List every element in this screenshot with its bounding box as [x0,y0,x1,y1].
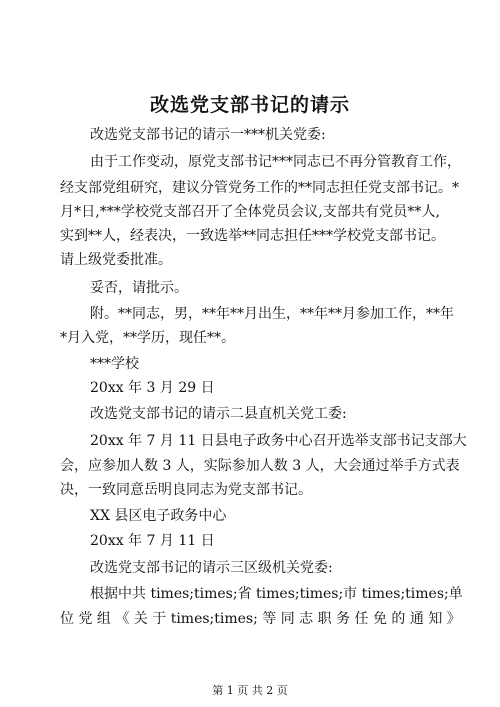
paragraph-line: ***学校 [90,356,139,372]
paragraph-line: 改选党支部书记的请示一***机关党委: [90,127,326,143]
paragraph-line: 由于工作变动，原党支部书记***同志已不再分管教育工作， [90,154,461,170]
paragraph-line: 经支部党组研究，建议分管党务工作的**同志担任党支部书记。* [60,180,459,196]
paragraph-line: 20xx 年 7 月 11 日县电子政务中心召开选举支部书记支部大 [90,433,467,449]
paragraph-line: 改选党支部书记的请示二县直机关党工委: [90,406,347,422]
document-title: 改选党支部书记的请示 [149,94,350,116]
paragraph-line: 会，应参加人数 3 人，实际参加人数 3 人，大会通过举手方式表 [60,458,460,474]
paragraph-line: 附。**同志，男，**年**月出生，**年**月参加工作，**年 [90,306,454,322]
paragraph-line: 根据中共 times;times;省 times;times;市 times;times;单 [90,586,463,602]
date-line: 20xx 年 7 月 11 日 [90,533,215,549]
paragraph-line: 决，一致同意岳明良同志为党支部书记。 [60,482,312,498]
page-footer: 第 1 页 共 2 页 [212,684,288,697]
paragraph-line: 实到**人，经表决，一致选举**同志担任***学校党支部书记。 [60,228,445,244]
paragraph-line: 改选党支部书记的请示三区级机关党委: [90,560,333,576]
paragraph-line: 位 党 组 《 关 于 times;times; 等 同 志 职 务 任 免 的 通 知 》 [60,611,461,627]
paragraph-line: 请上级党委批准。 [60,252,172,268]
paragraph-line: 月*日,***学校党支部召开了全体党员会议,支部共有党员**人, [60,204,440,220]
paragraph-line: 妥否，请批示。 [90,280,188,296]
paragraph-line: XX 县区电子政务中心 [90,508,227,524]
paragraph-line: *月入党，**学历，现任**。 [60,330,235,346]
date-line: 20xx 年 3 月 29 日 [90,380,215,396]
